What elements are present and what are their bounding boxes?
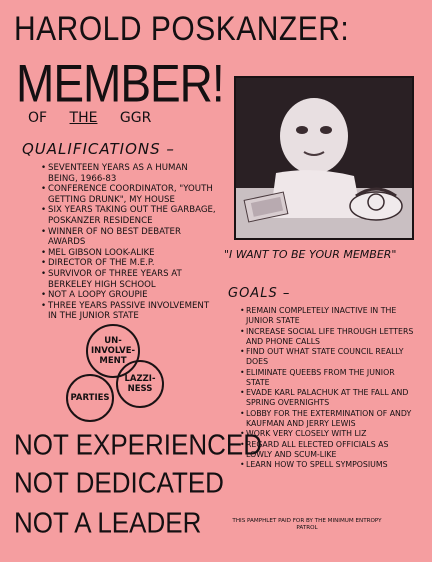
goals-list — [246, 306, 416, 471]
subtitle-the: THE — [69, 110, 98, 126]
qualification-item: • THREE YEARS PASSIVE INVOLVEMENT IN THE JUNIOR STATE — [48, 301, 218, 322]
qualification-item: • MEL GIBSON LOOK-ALIKE — [48, 248, 218, 259]
slogan-not-dedicated: NOT DEDICATED — [14, 466, 224, 499]
goal-item: • LEARN HOW TO SPELL SYMPOSIUMS — [246, 460, 416, 470]
campaign-quote: "I WANT TO BE YOUR MEMBER" — [224, 248, 397, 261]
goal-item: • REGARD ALL ELECTED OFFICIALS AS LOWLY AND SCUM-LIKE — [246, 440, 416, 460]
qualification-item: • NOT A LOOPY GROUPIE — [48, 290, 218, 301]
baby-photo — [234, 76, 414, 240]
qualification-item: • DIRECTOR OF THE M.E.P. — [48, 258, 218, 269]
circle-uninvolvement: UN-INVOLVE-MENT — [86, 324, 140, 378]
qualifications-heading: QUALIFICATIONS – — [22, 140, 175, 158]
circle-parties: PARTIES — [66, 374, 114, 422]
slogan-not-experienced: NOT EXPERIENCED — [14, 428, 263, 461]
qualification-item: • SIX YEARS TAKING OUT THE GARBAGE, POSKANZER RESIDENCE — [48, 205, 218, 226]
qualification-item: • WINNER OF NO BEST DEBATER AWARDS — [48, 227, 218, 248]
baby-photo-image — [236, 78, 412, 238]
circle-lazziness: LAZZI-NESS — [116, 360, 164, 408]
qualifications-list — [48, 163, 218, 322]
goal-item: • ELIMINATE QUEEBS FROM THE JUNIOR STATE — [246, 368, 416, 388]
goal-item: • INCREASE SOCIAL LIFE THROUGH LETTERS AND PHONE CALLS — [246, 327, 416, 347]
qualification-item: • SEVENTEEN YEARS AS A HUMAN BEING, 1966-83 — [48, 163, 218, 184]
goal-item: • EVADE KARL PALACHUK AT THE FALL AND SPRING OVERNIGHTS — [246, 388, 416, 408]
qualification-item: • CONFERENCE COORDINATOR, "YOUTH GETTING DRUNK", MY HOUSE — [48, 184, 218, 205]
subtitle-of: OF — [28, 110, 48, 126]
goal-item: • LOBBY FOR THE EXTERMINATION OF ANDY KAUFMAN AND JERRY LEWIS — [246, 409, 416, 429]
goal-item: • FIND OUT WHAT STATE COUNCIL REALLY DOES — [246, 347, 416, 367]
headline-member: MEMBER! — [16, 53, 224, 113]
subtitle-of-the-ggr — [28, 110, 151, 126]
goals-heading: GOALS – — [228, 286, 291, 301]
headline-name: HAROLD POSKANZER: — [14, 10, 350, 48]
paid-for-footer: THIS PAMPHLET PAID FOR BY THE MINIMUM ENTROPY PATROL — [232, 518, 382, 531]
slogan-not-a-leader: NOT A LEADER — [14, 506, 202, 539]
qualification-item: • SURVIVOR OF THREE YEARS AT BERKELEY HIGH SCHOOL — [48, 269, 218, 290]
goal-item: • WORK VERY CLOSELY WITH LIZ — [246, 429, 416, 439]
goal-item: • REMAIN COMPLETELY INACTIVE IN THE JUNIOR STATE — [246, 306, 416, 326]
subtitle-ggr: GGR — [119, 110, 152, 126]
